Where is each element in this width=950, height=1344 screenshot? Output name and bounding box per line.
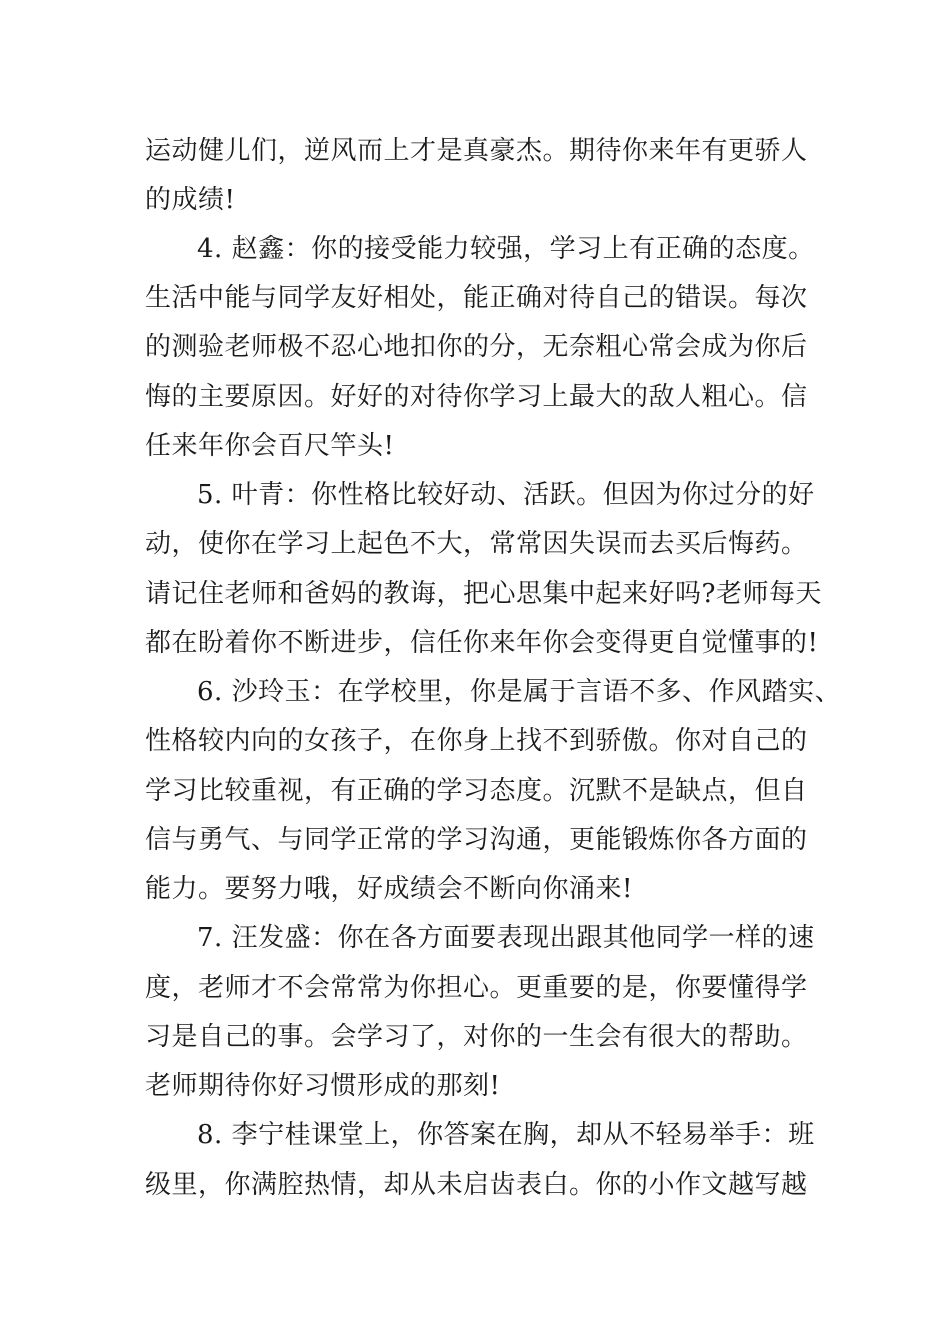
- text-line: 性格较内向的女孩子，在你身上找不到骄傲。你对自己的: [145, 726, 808, 756]
- text-line: 任来年你会百尺竿头!: [145, 431, 395, 461]
- text-line: 级里，你满腔热情，却从未启齿表白。你的小作文越写越: [145, 1170, 808, 1200]
- paragraph-start-line: 8. 李宁桂课堂上，你答案在胸，却从不轻易举手：班: [197, 1120, 815, 1150]
- text-line: 悔的主要原因。好好的对待你学习上最大的敌人粗心。信: [145, 382, 808, 412]
- text-line: 生活中能与同学友好相处，能正确对待自己的错误。每次: [145, 283, 808, 313]
- text-line: 度，老师才不会常常为你担心。更重要的是，你要懂得学: [145, 973, 808, 1003]
- text-line: 习是自己的事。会学习了，对你的一生会有很大的帮助。: [145, 1022, 808, 1052]
- text-line: 都在盼着你不断进步，信任你来年你会变得更自觉懂事的!: [145, 628, 819, 658]
- paragraph-start-line: 7. 汪发盛：你在各方面要表现出跟其他同学一样的速: [197, 923, 815, 953]
- text-line: 老师期待你好习惯形成的那刻!: [145, 1071, 501, 1101]
- paragraph-start-line: 5. 叶青：你性格比较好动、活跃。但因为你过分的好: [197, 480, 815, 510]
- text-line: 运动健儿们，逆风而上才是真豪杰。期待你来年有更骄人: [145, 136, 808, 166]
- text-line: 能力。要努力哦，好成绩会不断向你涌来!: [145, 874, 633, 904]
- text-line: 的成绩!: [145, 185, 236, 215]
- paragraph-start-line: 6. 沙玲玉：在学校里，你是属于言语不多、作风踏实、: [197, 677, 842, 707]
- text-line: 请记住老师和爸妈的教诲，把心思集中起来好吗?老师每天: [145, 579, 822, 609]
- text-line: 的测验老师极不忍心地扣你的分，无奈粗心常会成为你后: [145, 332, 808, 362]
- paragraph-start-line: 4. 赵鑫：你的接受能力较强，学习上有正确的态度。: [197, 234, 815, 264]
- text-line: 学习比较重视，有正确的学习态度。沉默不是缺点，但自: [145, 776, 808, 806]
- text-line: 信与勇气、与同学正常的学习沟通，更能锻炼你各方面的: [145, 825, 808, 855]
- text-line: 动，使你在学习上起色不大，常常因失误而去买后悔药。: [145, 529, 808, 559]
